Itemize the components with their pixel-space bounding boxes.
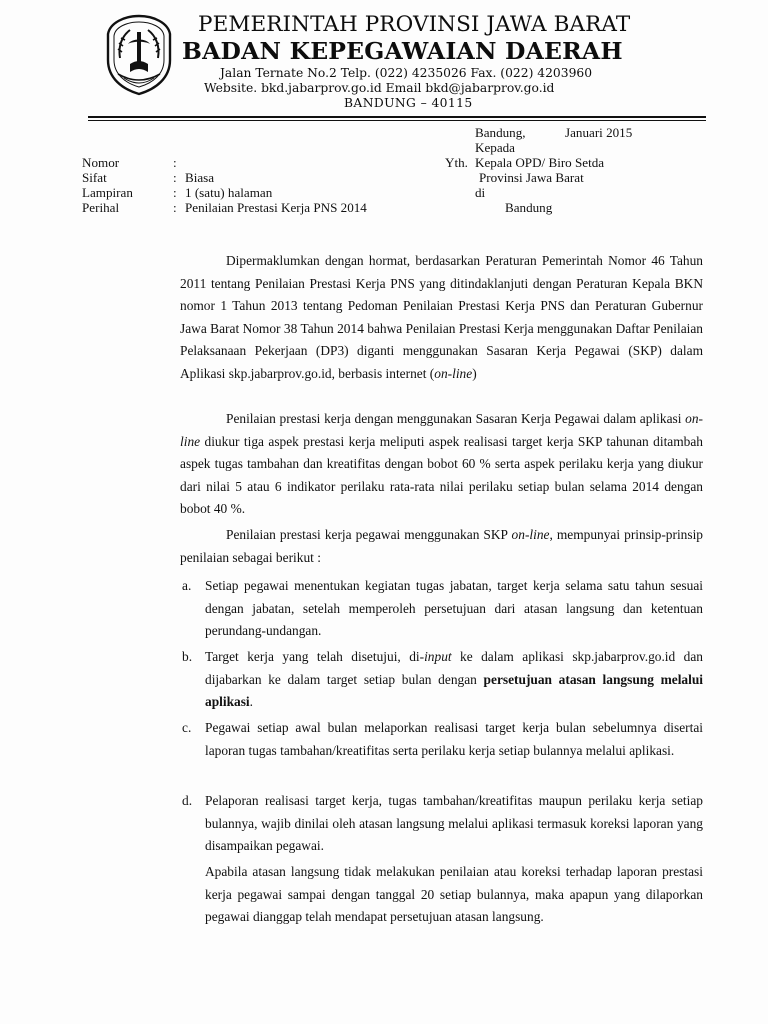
body-paragraph-2 <box>180 408 703 521</box>
paragraph-text: Penilaian prestasi kerja dengan menggunakan Sasaran Kerja Pegawai dalam aplikasi <box>226 411 686 426</box>
meta-label-nomor: Nomor <box>82 155 120 170</box>
government-seal-logo <box>104 14 174 96</box>
meta-value-sifat: Biasa <box>185 170 215 185</box>
list-marker-d: d. <box>182 793 193 808</box>
addressee-kepada: Kepada <box>475 140 515 155</box>
list-marker-b: b. <box>182 649 193 664</box>
paragraph-text: diukur tiga aspek prestasi kerja meliputi aspek realisasi target kerja SKP tahunan ditambah aspek tugas tambahan dan kreatifitas dengan bobot 60 % serta aspek perilaku kerja yang diukur dari nilai 5 atau 6 indikator perilaku rata-rata nilai perilaku setiap bulan selama 2014 dengan bobot 40 %. <box>180 433 703 517</box>
list-item-a: Setiap pegawai menentukan kegiatan tugas jabatan, target kerja selama satu tahun sesuai dengan jabatan, setelah memperoleh persetujuan dari atasan langsung dan ketentuan perundang-undangan. <box>205 578 703 639</box>
list-item-d: Pelaporan realisasi target kerja, tugas tambahan/kreatifitas maupun perilaku kerja setiap bulannya, wajib dinilai oleh atasan langsung melalui aplikasi termasuk koreksi laporan yang disampaikan pegawai. <box>205 793 703 854</box>
list-text: ke dalam aplikasi skp.jabarprov.go.id dan dijabarkan ke dalam target setiap bulan dengan <box>205 649 703 687</box>
letterhead-city: BANDUNG – 40115 <box>344 96 473 110</box>
list-item-c: Pegawai setiap awal bulan melaporkan realisasi target kerja bulan sebelumnya disertai laporan tugas tambahan/kreatifitas serta perilaku kerja setiap bulannya melalui aplikasi. <box>205 720 703 758</box>
list-text: . <box>249 694 254 710</box>
addressee-name: Kepala OPD/ Biro Setda <box>475 155 605 170</box>
addressee-city: Bandung <box>505 200 553 215</box>
letterhead-divider <box>88 116 706 118</box>
meta-value-perihal: Penilaian Prestasi Kerja PNS 2014 <box>185 200 367 215</box>
meta-label-lampiran: Lampiran <box>82 185 133 200</box>
list-item-d-continuation: Apabila atasan langsung tidak melakukan penilaian atau koreksi terhadap laporan prestasi kerja pegawai sampai dengan tanggal 20 setiap bulannya, maka apapun yang dilaporkan pegawai dianggap telah mendapat persetujuan atasan langsung. <box>205 864 703 925</box>
date-month-year: Januari 2015 <box>565 125 633 140</box>
paragraph-text: Penilaian prestasi kerja pegawai menggunakan SKP <box>226 527 512 542</box>
meta-value-lampiran: 1 (satu) halaman <box>185 185 273 200</box>
italic-term: on-line <box>180 411 703 449</box>
meta-sep: : <box>173 155 177 170</box>
date-place: Bandung, <box>475 125 526 140</box>
meta-label-sifat: Sifat <box>82 170 107 185</box>
list-marker-a: a. <box>182 578 192 593</box>
letterhead-divider-thin <box>88 120 706 121</box>
letterhead-agency: BADAN KEPEGAWAIAN DAERAH <box>182 37 623 65</box>
paragraph-text: ) <box>472 365 477 381</box>
paragraph-text: , mempunyai prinsip-prinsip penilaian sebagai berikut : <box>180 527 703 565</box>
letterhead-website-email: Website. bkd.jabarprov.go.id Email bkd@jabarprov.go.id <box>204 81 555 95</box>
addressee-province: Provinsi Jawa Barat <box>479 170 584 185</box>
addressee-di: di <box>475 185 486 200</box>
list-marker-c: c. <box>182 720 192 735</box>
italic-term: on-line <box>511 527 550 542</box>
italic-term: input <box>424 649 452 664</box>
letterhead-government: PEMERINTAH PROVINSI JAWA BARAT <box>198 12 631 37</box>
meta-sep: : <box>173 170 177 185</box>
paragraph-text: Dipermaklumkan dengan hormat, berdasarkan Peraturan Pemerintah Nomor 46 Tahun 2011 tentang Penilaian Prestasi Kerja PNS yang ditindaklanjuti dengan Peraturan Kepala BKN nomor 1 Tahun 2013 tentang Pedoman Penilaian Prestasi Kerja PNS dan Peraturan Gubernur Jawa Barat Nomor 38 Tahun 2014 bahwa Penilaian Prestasi Kerja menggunakan Daftar Penilaian Pelaksanaan Pekerjaan (DP3) diganti menggunakan Sasaran Kerja Pegawai (SKP) dalam Aplikasi skp.jabarprov.go.id, berbasis internet ( <box>180 253 703 381</box>
list-item-b <box>205 646 703 714</box>
bold-emphasis: persetujuan atasan langsung melalui aplikasi <box>205 671 704 710</box>
meta-label-perihal: Perihal <box>82 200 120 215</box>
meta-sep: : <box>173 185 177 200</box>
list-text: Target kerja yang telah disetujui, di- <box>205 649 425 664</box>
body-paragraph-3 <box>180 524 703 569</box>
meta-sep: : <box>173 200 177 215</box>
italic-term: on-line <box>434 365 473 381</box>
letterhead-address: Jalan Ternate No.2 Telp. (022) 4235026 Fax. (022) 4203960 <box>220 66 593 80</box>
addressee-yth: Yth. <box>445 155 468 170</box>
body-paragraph-1 <box>180 250 703 386</box>
